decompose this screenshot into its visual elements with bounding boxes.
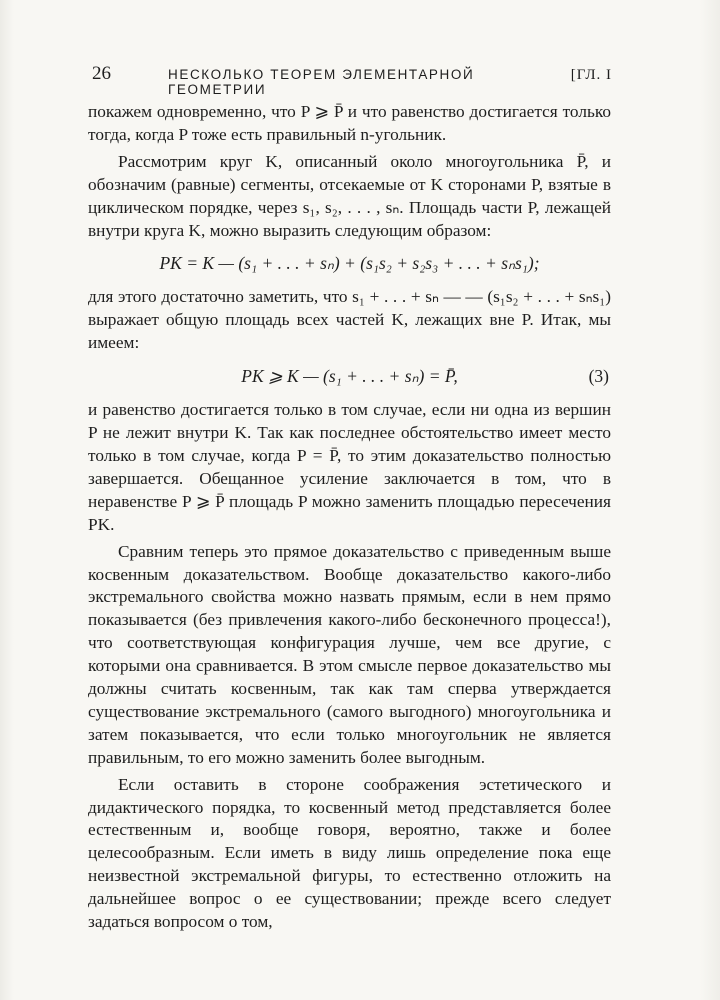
paragraph-2: Рассмотрим круг K, описанный около многоугольника P̄, и обозначим (равные) сегменты, отсекаемые от K сторонами P, взятые в циклическом порядке, через s₁, s₂, . . . , sₙ. Площадь части P, лежащей внутри круга K, можно выразить следующим образом:	[88, 151, 611, 240]
formula-3	[88, 361, 611, 391]
equation-number: (3)	[588, 366, 609, 387]
formula-pk-expansion: PK = K — (s₁ + . . . + sₙ) + (s₁s₂ + s₂s₃ + . . . + sₙs₁);	[159, 253, 540, 274]
paragraph-5: Сравним теперь это прямое доказательство с приведенным выше косвенным доказательством. Вообще доказательство какого-либо экстремального свойства можно назвать прямым, если в нем прямо показывается (без привлечения какого-либо бесконечного процесса!), что соответствующая конфигурация лучше, чем все другие, с которыми она сравнивается. В этом смысле первое доказательство мы должны считать косвенным, так как там сперва утверждается существование экстремального (самого выгодного) многоугольника и затем показывается, что если только многоугольник не является правильным, то его можно заменить более выгодным.	[88, 541, 611, 767]
chapter-label: [ГЛ. I	[570, 67, 612, 83]
running-header	[92, 63, 612, 97]
running-title: НЕСКОЛЬКО ТЕОРЕМ ЭЛЕМЕНТАРНОЙ ГЕОМЕТРИИ	[168, 67, 475, 97]
paragraph-4: и равенство достигается только в том случае, если ни одна из вершин P не лежит внутри K. Так как последнее обстоятельство имеет место только в том случае, когда P = P̄, то этим доказательство полностью завершается. Обещанное усиление заключается в том, что в неравенстве P ⩾ P̄ площадь P можно заменить площадью пересечения PK.	[88, 400, 611, 534]
page-body	[88, 101, 611, 934]
page-number: 26	[92, 63, 111, 84]
formula-3-body: PK ⩾ K — (s₁ + . . . + sₙ) = P̄,	[241, 366, 458, 387]
paragraph-6: Если оставить в стороне соображения эстетического и дидактического порядка, то косвенный метод представляется более естественным и, вообще говоря, вероятно, также и более целесообразным. Если иметь в виду лишь определение пока еще неизвестной экстремальной фигуры, то естественно отложить на дальнейшее вопрос о ее существовании; прежде всего следует задаться вопросом о том,	[88, 774, 611, 932]
paragraph-1: покажем одновременно, что P ⩾ P̄ и что равенство достигается только тогда, когда P тоже есть правильный n-угольник.	[88, 102, 611, 144]
paragraph-3: для этого достаточно заметить, что s₁ + . . . + sₙ — — (s₁s₂ + . . . + sₙs₁) выражает общую площадь всех частей K, лежащих вне P. Итак, мы имеем:	[88, 287, 611, 353]
